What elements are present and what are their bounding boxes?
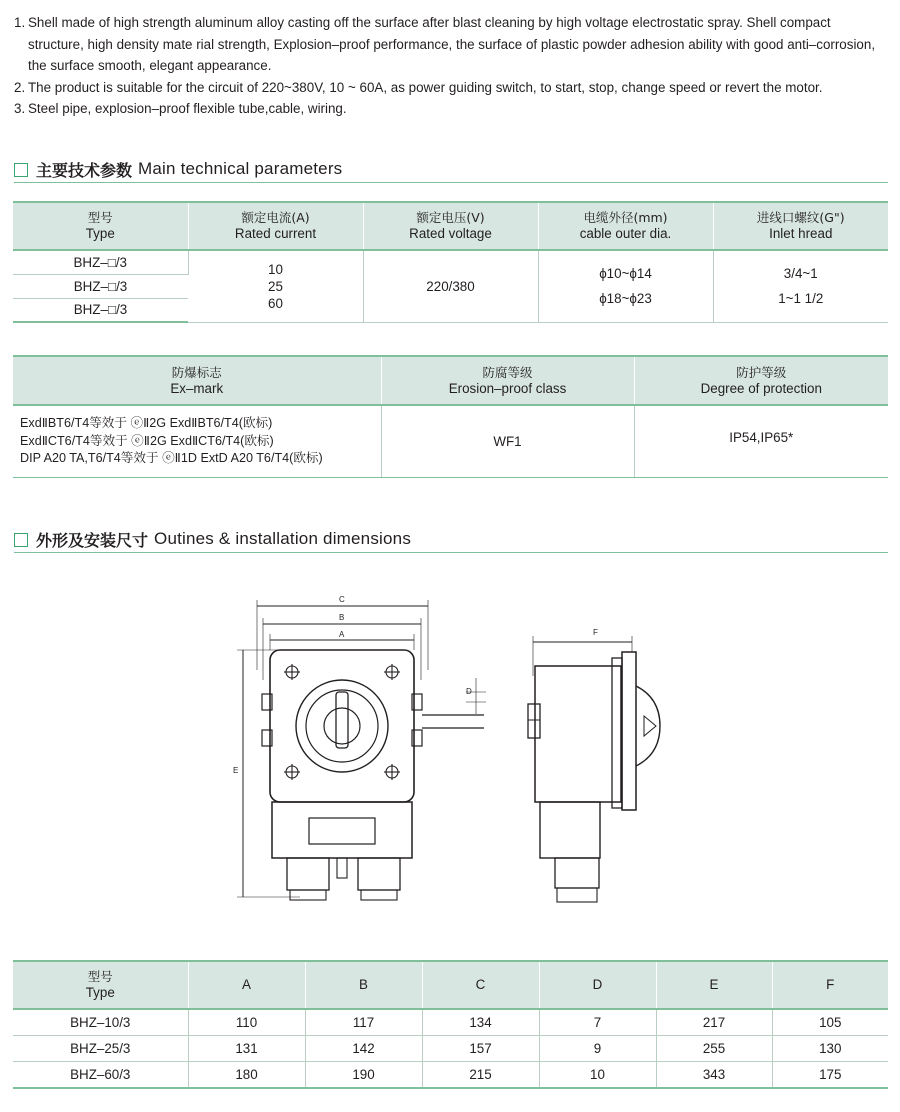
value-cell: 110 xyxy=(188,1009,305,1036)
column-header-b: B xyxy=(305,961,422,1009)
dimension-labels xyxy=(233,595,598,775)
section-heading-dimensions xyxy=(14,526,888,553)
junction-box xyxy=(272,802,412,858)
current-value: 10 xyxy=(268,261,283,277)
value-cell: 7 xyxy=(539,1009,656,1036)
exmark-line: ExdⅡCT6/T4等效于 ⓔⅡ2G ExdⅡCT6/T4(欧标) xyxy=(20,433,274,448)
value-cell: 255 xyxy=(656,1036,772,1062)
cable-gland-left xyxy=(287,858,329,890)
value-cell: 175 xyxy=(772,1062,888,1089)
intro-item-number: 2. xyxy=(14,79,26,95)
value-cell: 131 xyxy=(188,1036,305,1062)
value-cell: 9 xyxy=(539,1036,656,1062)
header-en: Type xyxy=(85,226,115,241)
outline-drawing xyxy=(0,580,900,920)
erosion-cell: WF1 xyxy=(381,405,634,477)
table-row xyxy=(13,405,888,477)
column-header-type xyxy=(13,202,188,250)
type-cell: BHZ–25/3 xyxy=(13,1036,188,1062)
intro-item-text: Steel pipe, explosion–proof flexible tube,cable, wiring. xyxy=(28,101,347,116)
value-cell: 134 xyxy=(422,1009,539,1036)
header-cn: 额定电流(A) xyxy=(241,210,310,225)
table-header-row xyxy=(13,356,888,405)
column-header-c: C xyxy=(422,961,539,1009)
column-header-erosion xyxy=(381,356,634,405)
dimensions-table xyxy=(13,960,888,1089)
section-title-en: Main technical parameters xyxy=(138,159,343,178)
header-cn: 进线口螺纹(G") xyxy=(756,210,845,225)
header-cn: 防护等级 xyxy=(736,364,787,380)
column-header-e: E xyxy=(656,961,772,1009)
header-en: Rated current xyxy=(234,226,317,241)
column-header-inlet xyxy=(713,202,888,250)
current-value: 25 xyxy=(268,278,283,294)
dimension-label-d: D xyxy=(466,687,472,696)
inlet-value: 3/4~1 xyxy=(783,266,818,282)
header-cn: 防爆标志 xyxy=(171,364,222,380)
front-view xyxy=(237,600,486,900)
intro-item-number: 3. xyxy=(14,101,26,116)
table-row xyxy=(13,1062,888,1089)
type-cell: BHZ–□/3 xyxy=(13,250,188,274)
header-cn: 额定电压(V) xyxy=(416,210,485,225)
dimension-label-f: F xyxy=(593,628,598,637)
type-cell: BHZ–□/3 xyxy=(13,298,188,322)
header-en: Erosion–proof class xyxy=(448,380,567,396)
value-cell: 343 xyxy=(656,1062,772,1089)
column-header-voltage xyxy=(363,202,538,250)
square-bullet-icon xyxy=(14,533,28,547)
table-row xyxy=(13,1036,888,1062)
value-cell: 10 xyxy=(539,1062,656,1089)
parameters-table xyxy=(13,201,888,323)
intro-item xyxy=(14,12,886,77)
header-en: Rated voltage xyxy=(409,226,492,241)
intro-list xyxy=(14,12,886,120)
value-cell: 142 xyxy=(305,1036,422,1062)
column-header-protection xyxy=(634,356,888,405)
value-cell: 157 xyxy=(422,1036,539,1062)
current-value: 60 xyxy=(268,295,283,311)
square-bullet-icon xyxy=(14,163,28,177)
current-cell xyxy=(188,250,363,322)
column-header-f: F xyxy=(772,961,888,1009)
value-cell: 215 xyxy=(422,1062,539,1089)
header-cn: 型号 xyxy=(87,969,113,984)
header-en: cable outer dia. xyxy=(579,226,672,241)
type-cell: BHZ–□/3 xyxy=(13,274,188,298)
voltage-cell: 220/380 xyxy=(363,250,538,322)
dimension-label-e: E xyxy=(233,766,239,775)
cable-dia-cell xyxy=(538,250,713,322)
intro-item-text: Shell made of high strength aluminum alloy casting off the surface after blast cleaning by high voltage electrostatic spray. Shell compact structure, high density mate rial strength, Explosion–proof performance, the surface of plastic powder adhesion ability with good anti–corrosion, the surface smooth, elegant appearance. xyxy=(28,15,876,73)
header-cn: 电缆外径(mm) xyxy=(583,210,668,225)
protection-cell: IP54,IP65* xyxy=(634,405,888,477)
value-cell: 130 xyxy=(772,1036,888,1062)
exmark-cell xyxy=(13,405,381,477)
header-cn: 型号 xyxy=(87,210,113,225)
section-title-en: Outines & installation dimensions xyxy=(154,529,412,548)
type-cell: BHZ–10/3 xyxy=(13,1009,188,1036)
table-header-row xyxy=(13,961,888,1009)
table-row xyxy=(13,250,888,274)
value-cell: 117 xyxy=(305,1009,422,1036)
exmark-line: DIP A20 TA,T6/T4等效于 ⓔⅡ1D ExtD A20 T6/T4(欧标) xyxy=(20,451,323,465)
type-cell: BHZ–60/3 xyxy=(13,1062,188,1089)
column-header-exmark xyxy=(13,356,381,405)
rotary-knob-ring xyxy=(296,680,388,772)
nameplate xyxy=(309,818,375,844)
header-en: Type xyxy=(85,985,115,1000)
value-cell: 105 xyxy=(772,1009,888,1036)
dimension-label-b: B xyxy=(339,613,345,622)
section-title-cn: 外形及安装尺寸 xyxy=(36,530,149,550)
column-header-type xyxy=(13,961,188,1009)
intro-item-text: The product is suitable for the circuit of 220~380V, 10 ~ 60A, as power guiding switch, to start, stop, change speed or revert the motor. xyxy=(28,79,823,95)
dimension-label-c: C xyxy=(339,595,345,604)
section-title-cn: 主要技术参数 xyxy=(36,160,133,180)
exmark-line: ExdⅡBT6/T4等效于 ⓔⅡ2G ExdⅡBT6/T4(欧标) xyxy=(20,416,273,430)
side-cable-gland xyxy=(555,858,599,888)
intro-item-number: 1. xyxy=(14,15,26,30)
cable-dia-value: ϕ10~ϕ14 xyxy=(599,266,652,282)
inlet-value: 1~1 1/2 xyxy=(778,291,824,307)
exmark-table xyxy=(13,355,888,478)
column-header-d: D xyxy=(539,961,656,1009)
intro-item xyxy=(14,98,886,120)
side-body xyxy=(535,666,621,802)
side-view xyxy=(528,636,660,902)
cable-dia-value: ϕ18~ϕ23 xyxy=(599,291,652,307)
header-en: Ex–mark xyxy=(170,380,224,396)
header-en: Degree of protection xyxy=(700,380,822,396)
dimension-label-a: A xyxy=(339,630,345,639)
section-heading-parameters xyxy=(14,156,888,183)
side-cover xyxy=(622,652,636,810)
intro-item xyxy=(14,77,886,99)
rotary-knob xyxy=(324,708,360,744)
header-en: Inlet hread xyxy=(769,226,833,241)
table-row xyxy=(13,1009,888,1036)
cable-gland-right xyxy=(358,858,400,890)
column-header-current xyxy=(188,202,363,250)
header-cn: 防腐等级 xyxy=(482,364,533,380)
column-header-cable-dia xyxy=(538,202,713,250)
value-cell: 217 xyxy=(656,1009,772,1036)
value-cell: 190 xyxy=(305,1062,422,1089)
inlet-cell xyxy=(713,250,888,322)
column-header-a: A xyxy=(188,961,305,1009)
table-header-row xyxy=(13,202,888,250)
value-cell: 180 xyxy=(188,1062,305,1089)
